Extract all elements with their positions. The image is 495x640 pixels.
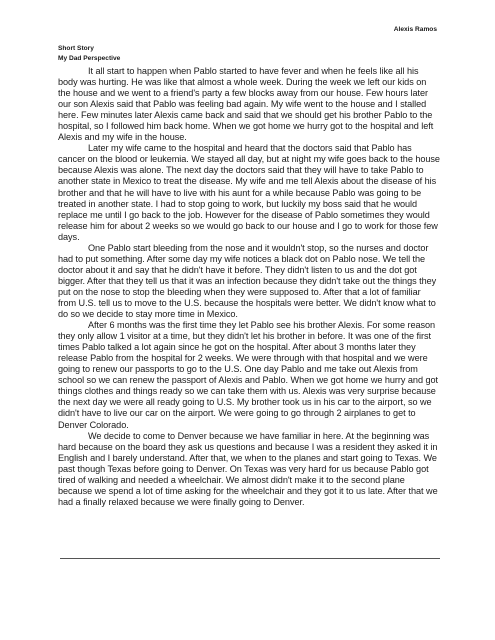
- document-title: My Dad Perspective: [58, 55, 121, 62]
- paragraph-1: It all start to happen when Pablo started to have fever and when he feels like all his body was hurting. He was like that almost a whole week. During the week we left our kids on the house and we went to a friend's party a few blocks away from our house. Few hours later our son Alexis said that Pablo was feeling bad again. My wife went to the house and I stalled here. Few minutes later Alexis came back and said that we should get his brother Pablo to the hospital, so I followed him back home. When we got home we hurry got to the hospital and left Alexis and my wife in the house.: [58, 66, 434, 143]
- paragraph-5: We decide to come to Denver because we have familiar in here. At the beginning was hard because on the board they ask us questions and because I was a resident they asked it in English and I barely understand. After that, we when to the planes and start going to Texas. We past though Texas before going to Denver. On Texas was very hard for us because Pablo got tired of walking and needed a wheelchair. We almost didn't make it to the second plane because we spend a lot of time asking for the wheelchair and they got it to us late. After that we had a finally relaxed because we were finally going to Denver.: [58, 430, 438, 507]
- paragraph-3: One Pablo start bleeding from the nose and it wouldn't stop, so the nurses and doctor had to put something. After some day my wife notices a black dot on Pablo nose. We tell the doctor about it and say that he didn't have it before. They didn't listen to us and the dot got bigger. After that they tell us that it was an infection because they didn't take out the things they put on the nose to stop the bleeding when they were supposed to. After that a lot of familiar from U.S. tell us to move to the U.S. because the hospitals were better. We didn't know what to do so we decide to stay more time in Mexico.: [58, 242, 437, 320]
- paragraph-2: Later my wife came to the hospital and heard that the doctors said that Pablo has cancer on the blood or leukemia. We stayed all day, but at night my wife goes back to the house because Alexis was alone. The next day the doctors said that they will have to take Pablo to another state in Mexico to treat the disease. My wife and me tell Alexis about the disease of his brother and that he will have to live with his aunt for a while because Pablo was going to be treated in another state. I had to stop going to work, but luckily my boss said that he would replace me until I go back to the job. However for the disease of Pablo sometimes they would release him for about 2 weeks so we would go back to our house and I go to work for those few days.: [58, 143, 440, 242]
- story-body: [58, 66, 440, 508]
- author-name: Alexis Ramos: [393, 26, 437, 33]
- document-heading: [58, 44, 120, 64]
- paragraph-4: After 6 months was the first time they let Pablo see his brother Alexis. For some reason they only allow 1 visitor at a time, but they didn't let his brother in before. It was one of the first times Pablo talked a lot again since he got on the hospital. After about 3 months later they release Pablo from the hospital for 2 weeks. We were through with that hospital and we were going to renew our passports to go to the U.S. One day Pablo and me take out Alexis from school so we can renew the passport of Alexis and Pablo. When we got home we hurry and got things clothes and things ready so we can take them with us. Alexis was very surprise because the next day we were all ready going to U.S. My brother took us in his car to the airport, so we didn't have to live our car on the airport. We were going to go through 2 airplanes to get to Denver Colorado.: [58, 320, 438, 430]
- footer-divider: [60, 558, 440, 559]
- document-kind: Short Story: [58, 45, 94, 52]
